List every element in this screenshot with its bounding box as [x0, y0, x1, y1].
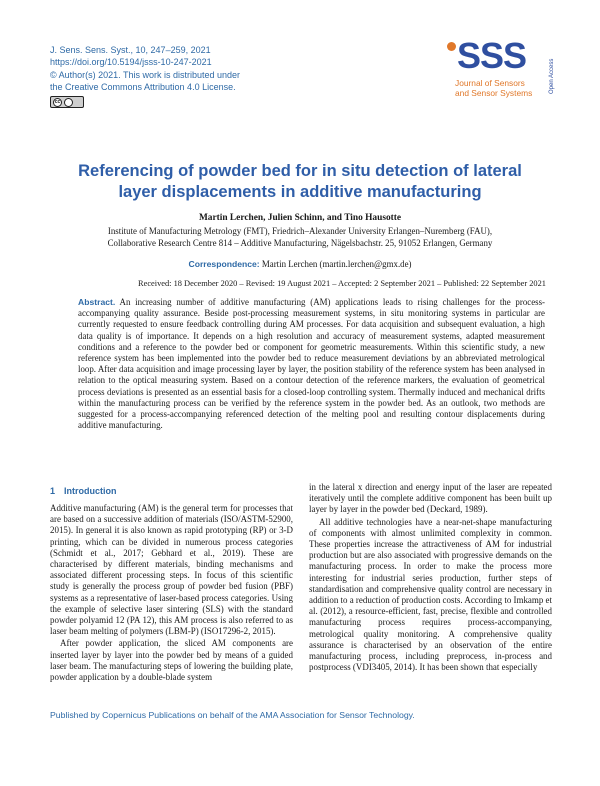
abstract-label: Abstract. — [78, 297, 116, 307]
publisher-footer: Published by Copernicus Publications on behalf of the AMA Association for Sensor Technology. — [50, 710, 415, 720]
open-access-label: Open Access — [549, 58, 555, 94]
affiliation: Institute of Manufacturing Metrology (FMT), Friedrich–Alexander University Erlangen–Nuremberg (FAU), Collaborative Research Centre 814 – Additive Manufacturing, Nägelsbachstr. 25, 91052 Erlangen, Germany — [107, 226, 493, 248]
body-column-left — [50, 503, 293, 683]
logo-mark: SSS — [447, 38, 526, 74]
section-heading — [50, 486, 117, 496]
abstract-text: An increasing number of additive manufacturing (AM) applications leads to rising challenges for the process-accompanying quality assurance. Beside post-processing measurement systems, in situ monitoring systems in particular are currently requested to ensure feedback controlling during AM processes. For data acquisition and subsequent evaluation, a high data quality is of importance. It depends on a high resolution and accuracy of measurement systems, adapted measurement conditions and a reference to the powder bed or component for geometric measurements. Within this scientific study, a new reference system has been implemented into the powder bed to reduce measurement deviations by an abbreviated metrological loop. After data acquisition and image processing layer by layer, the position stability of the reference system has been analysed in relation to the optical measuring system. Based on a contour detection of the reference markers, the evaluation of geometrical process deviations is presented as an essential basis for a closed-loop controlling system. Thermally induced and mechanical drifts within the manufacturing process can be verified by the reference system in the powder bed. As an outlook, two methods are suggested for a process-accompanying referenced detection of the melting pool and resulting contour displacements during additive manufacturing. — [78, 297, 546, 431]
article-dates: Received: 18 December 2020 – Revised: 19 August 2021 – Accepted: 2 September 2021 – Published: 22 September 2021 — [138, 279, 546, 288]
correspondence-text[interactable]: Martin Lerchen (martin.lerchen@gmx.de) — [261, 259, 412, 269]
body-column-right — [309, 482, 552, 673]
copyright-line: © Author(s) 2021. This work is distributed under — [50, 69, 241, 80]
logo-dot — [447, 42, 456, 51]
correspondence-label: Correspondence: — [188, 259, 260, 269]
abstract — [78, 297, 545, 431]
section-number: 1 — [50, 486, 56, 496]
correspondence — [60, 259, 540, 269]
citation-block — [50, 44, 290, 94]
license-link[interactable]: the Creative Commons Attribution 4.0 License. — [50, 82, 236, 93]
logo-journal-name: Journal of Sensors and Sensor Systems — [455, 78, 533, 98]
article-title: Referencing of powder bed for in situ detection of lateral layer displacements in additive manufacturing — [78, 162, 522, 201]
paragraph: After powder application, the sliced AM components are inserted layer by layer into the powder bed by means of a guided laser beam. The manufacturing steps of lowering the building plate, powder application by a double-blade system — [50, 638, 293, 683]
paragraph: All additive technologies have a near-net-shape manufacturing of components with almost unlimited complexity in common. These properties increase the attractiveness of AM for industrial production but are also associated with progressive demands on the manufacturing process. In order to make the process more interesting for industrial series production, further steps of standardisation and comprehensive quality control are necessary in addition to a reduction of production costs. According to Imkamp et al. (2012), a resource-efficient, fast, precise, flexible and controlled manufacturing process requires process-accompanying, metrological quality monitoring. A comprehensive quality assurance is characterised by an observation of the entire manufacturing process, including preprocess, in-process and postprocess (VDI3405, 2014). It has been shown that especially — [309, 516, 552, 673]
paragraph: Additive manufacturing (AM) is the general term for processes that are based on a successive addition of materials (ISO/ASTM-52900, 2015). In general it is also known as rapid prototyping (RP) or 3-D printing, which can be divided in numerous process categories (Schmidt et al., 2017; Gebhard et al., 2019). These are characterised by different materials, binding mechanisms and associated different processing steps. In focus of this scientific study is generally the process group of powder bed fusion (PBF) systems as a representative of laser-based process categories. Using the example of selective laser sintering (SLS) with the standard powder polyamid 12 (PA 12), this AM process is also referred to as laser beam melting of polymers (LBM-P) (ISO17296-2, 2015). — [50, 503, 293, 637]
attribution-icon — [64, 98, 73, 107]
cc-icon: cc — [54, 98, 61, 105]
author-list: Martin Lerchen, Julien Schinn, and Tino Hausotte — [198, 213, 402, 223]
paragraph: in the lateral x direction and energy input of the laser are repeated iteratively until the complete additive component has been built up layer by layer in the powder bed (Deckard, 1989). — [309, 482, 552, 515]
section-title: Introduction — [64, 486, 117, 496]
doi-link[interactable]: https://doi.org/10.5194/jsss-10-247-2021 — [50, 57, 212, 68]
journal-reference: J. Sens. Sens. Syst., 10, 247–259, 2021 — [50, 45, 211, 55]
journal-logo[interactable] — [447, 36, 559, 108]
cc-license-badge[interactable] — [50, 96, 84, 108]
